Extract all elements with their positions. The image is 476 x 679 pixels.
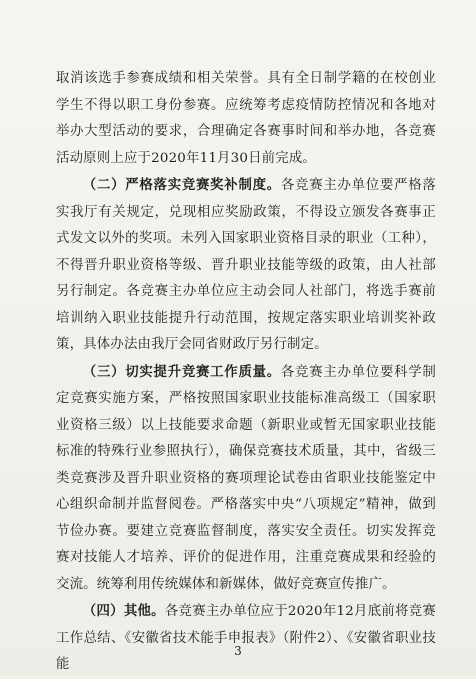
paragraph-2-heading: （二）严格落实竞赛奖补制度。 <box>82 177 281 193</box>
paragraph-2 <box>56 172 436 359</box>
paragraph-4 <box>56 598 436 679</box>
page-number: 3 <box>234 644 242 658</box>
paragraph-3-text: 各竞赛主办单位要科学制定竞赛实施方案，严格按照国家职业技能标准高级工（国家职业资格三级）以上技能要求命题（新职业或暂无国家职业技能标准的特殊行业参照执行），确保竞赛技术质量，其中，省级三类竞赛涉及晋升职业资格的赛项理论试卷由省职业技能鉴定中心组织命制并监督阅卷。严格落实中央“八项规定”精神，做到节俭办赛。要建立竞赛监督制度，落实安全责任。切实发挥竞赛对技能人才培养、评价的促进作用，注重竞赛成果和经验的交流。统筹利用传统媒体和新媒体，做好竞赛宣传推广。 <box>56 364 436 592</box>
paragraph-1 <box>56 66 436 172</box>
paragraph-1-text: 取消该选手参赛成绩和相关荣誉。具有全日制学籍的在校创业学生不得以职工身份参赛。应统筹考虑疫情防控情况和各地对举办大型活动的要求，合理确定各赛事时间和举办地，各竞赛活动原则上应于2020年11月30日前完成。 <box>56 71 436 166</box>
body-text <box>56 66 436 679</box>
paragraph-3 <box>56 359 436 599</box>
paragraph-3-heading: （三）切实提升竞赛工作质量。 <box>82 363 281 380</box>
paragraph-4-heading: （四）其他。 <box>82 603 165 619</box>
paragraph-2-text: 各竞赛主办单位要严格落实我厅有关规定，兑现相应奖励政策，不得设立颁发各赛事正式发文以外的奖项。未列入国家职业资格目录的职业（工种），不得晋升职业资格等级、晋升职业技能等级的政策，由人社部另行制定。各竞赛主办单位应主动会同人社部门，将选手赛前培训纳入职业技能提升行动范围，按规定落实职业培训奖补政策，具体办法由我厅会同省财政厅另行制定。 <box>56 178 436 352</box>
paragraph-4-text: 各竞赛主办单位应于2020年12月底前将竞赛工作总结、《安徽省技术能手申报表》（附件2）、《安徽省职业技能 <box>56 604 436 672</box>
